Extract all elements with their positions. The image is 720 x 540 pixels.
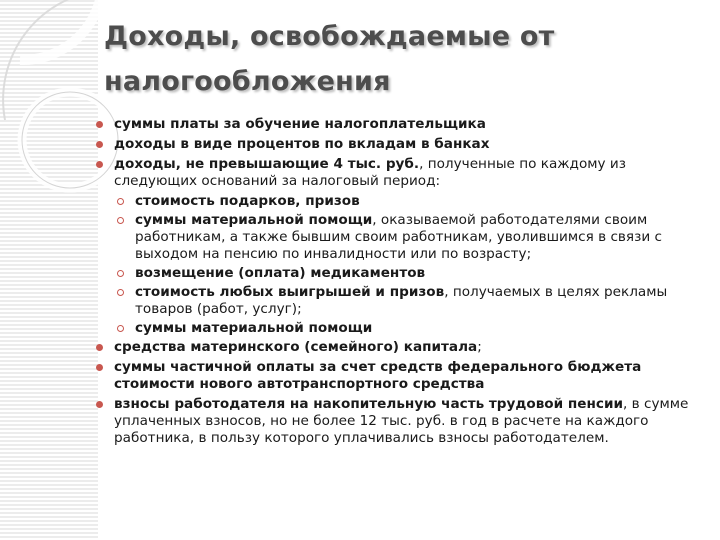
subitem-bold-text: суммы материальной помощи	[135, 320, 373, 336]
item-bold-text: доходы в виде процентов по вкладам в банках	[114, 136, 490, 152]
slide-content	[90, 116, 706, 450]
item-text: ;	[477, 339, 482, 355]
list-item	[90, 156, 706, 190]
slide-title: Доходы, освобождаемые от налогообложения	[104, 21, 555, 97]
bullet-dot-icon	[96, 401, 103, 408]
bullet-dot-icon	[96, 141, 103, 148]
bullet-circle-icon	[117, 270, 124, 277]
bullet-dot-icon	[96, 121, 103, 128]
sub-list-item	[90, 284, 706, 318]
bullet-circle-icon	[117, 325, 124, 332]
item-bold-text: доходы, не превышающие 4 тыс. руб.	[114, 156, 420, 172]
subitem-bold-text: стоимость подарков, призов	[135, 193, 360, 209]
item-bold-text: суммы платы за обучение налогоплательщика	[114, 116, 486, 132]
sub-list-item	[90, 320, 706, 337]
bullet-circle-icon	[117, 217, 124, 224]
item-bold-text: суммы частичной оплаты за счет средств федерального бюджета стоимости нового автотранспортного средства	[114, 359, 642, 392]
bullet-circle-icon	[117, 289, 124, 296]
item-bold-text: средства материнского (семейного) капитала	[114, 339, 478, 355]
list-item	[90, 339, 706, 356]
bullet-dot-icon	[96, 161, 103, 168]
list-item	[90, 396, 706, 447]
subitem-bold-text: возмещение (оплата) медикаментов	[135, 265, 426, 281]
list-item	[90, 116, 706, 133]
sub-list-item	[90, 212, 706, 263]
item-bold-text: взносы работодателя на накопительную часть трудовой пенсии	[114, 396, 624, 412]
item-text: , полученные по каждому из следующих оснований за налоговый период:	[114, 156, 626, 189]
sub-list-item	[90, 193, 706, 210]
subitem-bold-text: суммы материальной помощи	[135, 212, 373, 228]
list-item	[90, 136, 706, 153]
bullet-dot-icon	[96, 344, 103, 351]
list-item	[90, 359, 706, 393]
bullet-circle-icon	[117, 198, 124, 205]
sub-list-item	[90, 265, 706, 282]
subitem-text: , получаемых в целях рекламы товаров (работ, услуг);	[135, 284, 668, 317]
subitem-bold-text: стоимость любых выигрышей и призов	[135, 284, 445, 300]
bullet-dot-icon	[96, 364, 103, 371]
subitem-text: , оказываемой работодателями своим работникам, а также бывшим своим работникам, уволившимся в связи с выходом на пенсию по инвалидности или по возрасту;	[135, 212, 662, 262]
item-text: , в сумме уплаченных взносов, но не более 12 тыс. руб. в год в расчете на каждого работника, в пользу которого уплачивались взносы работодателем.	[114, 396, 689, 446]
